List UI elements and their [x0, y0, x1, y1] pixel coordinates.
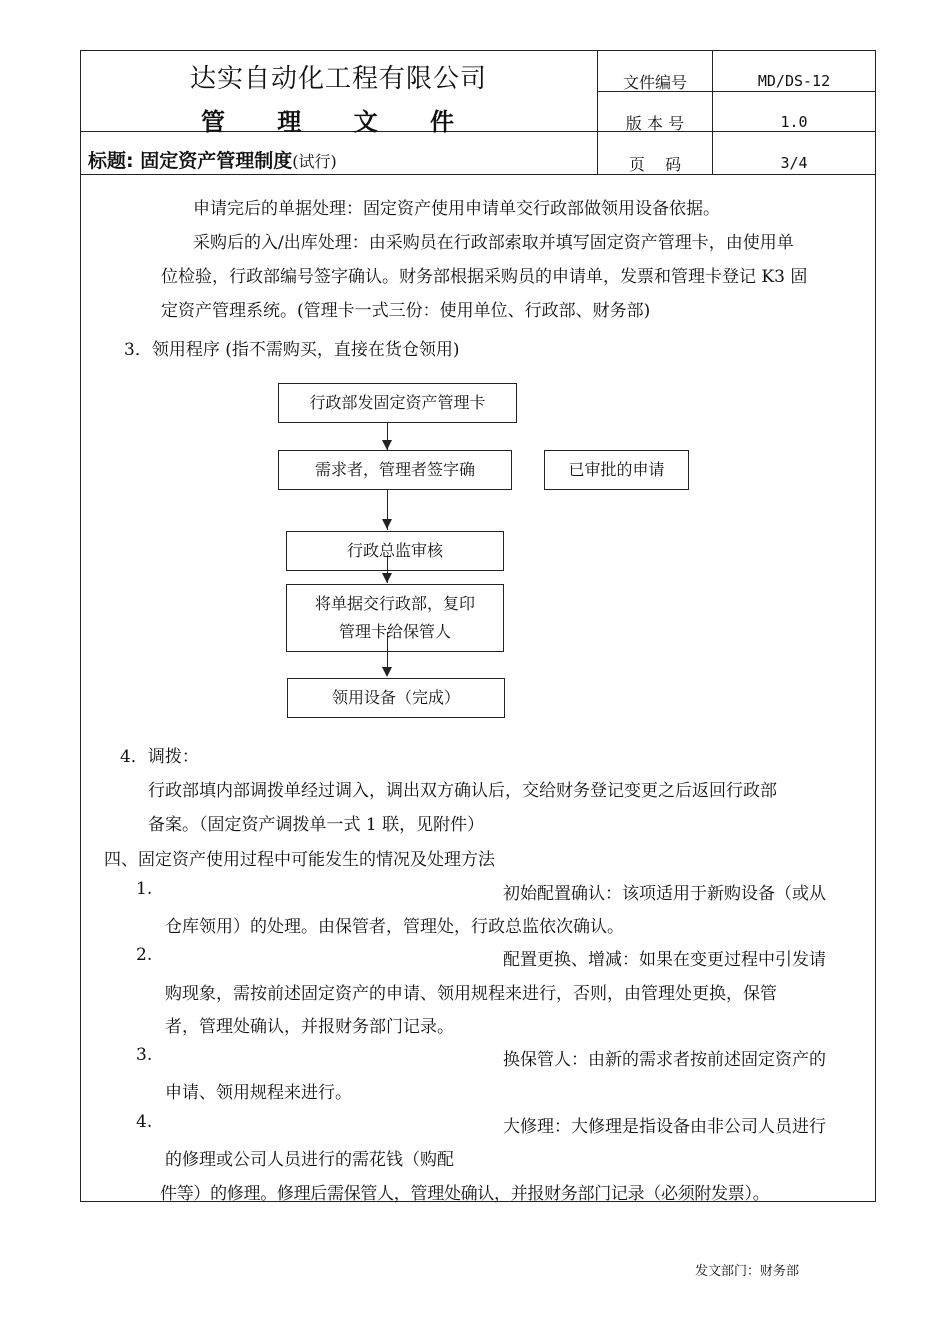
- paragraph-storage-line1: 采购后的入/出库处理：由采购员在行政部索取并填写固定资产管理卡，由使用单: [193, 233, 794, 253]
- item-3-first-line: 换保管人：由新的需求者按前述固定资产的: [503, 1050, 826, 1070]
- header-bottom-line: [80, 174, 876, 175]
- item-2-number: 2.: [136, 945, 153, 965]
- flow-side-approved-application: 已审批的申请: [544, 450, 689, 490]
- meta-value-doc-number: MD/DS-12: [757, 72, 831, 90]
- item-2-line2: 购现象，需按前述固定资产的申请、领用规程来进行，否则，由管理处更换，保管: [165, 984, 777, 1004]
- flow-arrowhead-1: [382, 440, 392, 450]
- meta-label-version: 版 本 号: [625, 114, 685, 133]
- item-1-first-line: 初始配置确认：该项适用于新购设备（或从: [503, 884, 826, 904]
- section-4-heading: 4．调拨：: [120, 747, 199, 767]
- document-title: [88, 146, 337, 173]
- company-name: 达实自动化工程有限公司: [189, 64, 487, 94]
- item-3-line2: 申请、领用规程来进行。: [165, 1083, 352, 1103]
- flow-step-issue-card: 行政部发固定资产管理卡: [278, 383, 517, 423]
- flow-step-submit-copy-line2: 管理卡给保管人: [338, 622, 451, 641]
- transfer-line2: 备案。（固定资产调拨单一式 1 联，见附件）: [148, 815, 485, 835]
- document-type: 管 理 文 件: [200, 107, 477, 136]
- flow-arrowhead-2: [382, 519, 392, 529]
- item-2-first-line: 配置更换、增减：如果在变更过程中引发请: [503, 950, 826, 970]
- item-1-number: 1.: [136, 879, 153, 899]
- item-3-number: 3.: [136, 1045, 153, 1065]
- paragraph-application-handling: 申请完后的单据处理：固定资产使用申请单交行政部做领用设备依据。: [193, 199, 720, 219]
- flow-step-receive-equipment: 领用设备（完成）: [287, 678, 505, 718]
- paragraph-storage-line3: 定资产管理系统。(管理卡一式三份：使用单位、行政部、财务部): [161, 301, 651, 321]
- flow-arrowhead-4: [382, 667, 392, 677]
- item-2-line3: 者，管理处确认，并报财务部门记录。: [165, 1017, 454, 1037]
- chapter-4-heading: 四、固定资产使用过程中可能发生的情况及处理方法: [104, 850, 495, 870]
- item-4-line3: 件等）的修理。修理后需保管人，管理处确认，并报财务部门记录（必须附发票）。: [160, 1184, 770, 1204]
- paragraph-storage-line2: 位检验，行政部编号签字确认。财务部根据采购员的申请单，发票和管理卡登记 K3 固: [161, 267, 808, 287]
- footer-issuing-department: 发文部门：财务部: [695, 1264, 800, 1279]
- flow-step-director-review: 行政总监审核: [286, 531, 504, 571]
- flow-arrow-4: [387, 632, 388, 672]
- section-3-heading: 3．领用程序 (指不需购买，直接在货仓领用): [124, 340, 460, 360]
- item-4-first-line: 大修理：大修理是指设备由非公司人员进行: [503, 1117, 826, 1137]
- flow-arrowhead-3: [382, 573, 392, 583]
- meta-value-page: 3/4: [780, 154, 808, 172]
- meta-value-version: 1.0: [780, 113, 808, 131]
- flow-step-sign-confirm: 需求者，管理者签字确: [278, 450, 512, 490]
- transfer-line1: 行政部填内部调拨单经过调入，调出双方确认后，交给财务登记变更之后返回行政部: [148, 781, 777, 801]
- item-1-line2: 仓库领用）的处理。由保管者，管理处，行政总监依次确认。: [165, 917, 624, 937]
- item-4-line2: 的修理或公司人员进行的需花钱（购配: [165, 1150, 454, 1170]
- flow-step-submit-copy-line1: 将单据交行政部，复印: [314, 594, 475, 613]
- item-4-number: 4.: [136, 1112, 153, 1132]
- meta-label-page: 页 码: [628, 155, 682, 174]
- title-main: 固定资产管理制度: [140, 150, 293, 172]
- meta-label-doc-number: 文件编号: [622, 73, 687, 92]
- title-suffix: (试行): [292, 152, 337, 171]
- title-prefix: 标题:: [88, 150, 141, 172]
- flow-step-submit-copy: [286, 584, 504, 652]
